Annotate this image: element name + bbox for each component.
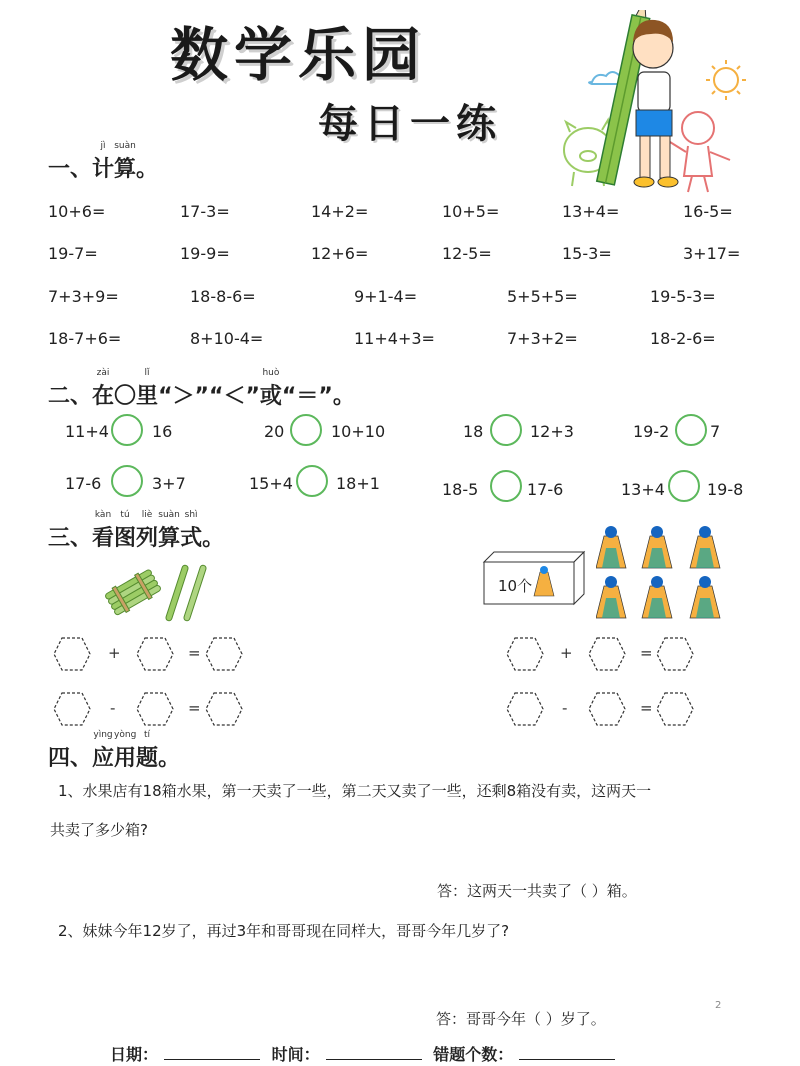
child-doodle-icon — [670, 112, 730, 192]
calc-item: 10+6= — [48, 202, 106, 221]
time-blank[interactable] — [326, 1045, 422, 1060]
compare-left: 19-2 — [633, 422, 670, 441]
shuttlecock-icon — [690, 526, 720, 568]
answer-hexagon[interactable] — [657, 693, 693, 725]
date-label: 日期： — [110, 1045, 159, 1064]
compare-circle[interactable] — [675, 414, 707, 446]
sun-icon — [706, 60, 746, 100]
calc-item: 12-5= — [442, 244, 492, 263]
answer-hexagon[interactable] — [54, 693, 90, 725]
calc-item: 19-5-3= — [650, 287, 716, 306]
answer-hexagon[interactable] — [507, 638, 543, 670]
compare-circle[interactable] — [490, 414, 522, 446]
plus-sign: + — [560, 644, 573, 662]
compare-right: 19-8 — [707, 480, 744, 499]
calc-item: 5+5+5= — [507, 287, 578, 306]
question-1-line-1: 1、水果店有18箱水果，第一天卖了一些，第二天又卖了一些，还剩8箱没有卖，这两天一 — [58, 782, 652, 800]
question-2: 2、妹妹今年12岁了，再过3年和哥哥现在同样大，哥哥今年几岁了? — [58, 922, 510, 940]
answer-hexagon[interactable] — [589, 638, 625, 670]
compare-left: 18 — [463, 422, 484, 441]
section-number: 一、 — [48, 157, 93, 182]
compare-right: 12+3 — [530, 422, 574, 441]
calc-item: 18-8-6= — [190, 287, 256, 306]
calc-item: 18-7+6= — [48, 329, 122, 348]
plus-sign: + — [108, 644, 121, 662]
compare-left: 18-5 — [442, 480, 479, 499]
pinyin-char: jì 计 — [92, 141, 115, 182]
calc-item: 15-3= — [562, 244, 612, 263]
shuttlecock-icon — [690, 576, 720, 618]
answer-hexagon[interactable] — [137, 693, 173, 725]
wrong-count-label: 错题个数： — [433, 1045, 514, 1064]
answer-hexagon[interactable] — [657, 638, 693, 670]
shuttlecock-icon — [642, 576, 672, 618]
calc-item: 17-3= — [180, 202, 230, 221]
compare-circle[interactable] — [668, 470, 700, 502]
compare-left: 17-6 — [65, 474, 102, 493]
calc-item: 7+3+2= — [507, 329, 578, 348]
page-number: 2 — [715, 1000, 722, 1011]
answer-2: 答：哥哥今年（ ）岁了。 — [436, 1010, 606, 1028]
equals-sign: = — [188, 699, 201, 717]
answer-hexagon[interactable] — [589, 693, 625, 725]
section-heading-word-problems: 四、 yìng 应 yòng 用 tí 题。 — [48, 730, 181, 771]
calc-item: 18-2-6= — [650, 329, 716, 348]
compare-left: 11+4 — [65, 422, 109, 441]
bamboo-bundle-icon — [104, 567, 163, 617]
equals-sign: = — [188, 644, 201, 662]
calc-item: 3+17= — [683, 244, 741, 263]
box-label: 10个 — [498, 577, 533, 595]
page-title: 数学乐园 — [170, 21, 427, 89]
compare-left: 20 — [264, 422, 285, 441]
compare-right: 17-6 — [527, 480, 564, 499]
shuttlecock-icon — [596, 576, 626, 618]
compare-circle[interactable] — [296, 465, 328, 497]
boy-with-pencil-illustration — [548, 10, 748, 200]
pinyin-char: suàn 算 — [114, 141, 137, 182]
calc-item: 19-7= — [48, 244, 98, 263]
boy-icon — [633, 20, 678, 187]
compare-right: 18+1 — [336, 474, 380, 493]
compare-circle[interactable] — [111, 465, 143, 497]
calc-item: 14+2= — [311, 202, 369, 221]
wrong-count-blank[interactable] — [519, 1045, 615, 1060]
calc-item: 12+6= — [311, 244, 369, 263]
footer-bar — [110, 1042, 621, 1065]
shuttlecock-box-illustration — [480, 548, 588, 606]
compare-right: 16 — [152, 422, 173, 441]
compare-circle[interactable] — [490, 470, 522, 502]
date-blank[interactable] — [164, 1045, 260, 1060]
calc-item: 10+5= — [442, 202, 500, 221]
answer-hexagon[interactable] — [54, 638, 90, 670]
question-1-line-2: 共卖了多少箱? — [50, 821, 148, 839]
section-heading-picture-equations: 三、 kàn 看 tú 图 liè 列 suàn 算 shì 式。 — [48, 510, 225, 551]
compare-right: 10+10 — [331, 422, 386, 441]
equals-sign: = — [640, 699, 653, 717]
answer-hexagon[interactable] — [206, 693, 242, 725]
shuttlecock-icon — [596, 526, 626, 568]
bamboo-sticks-illustration — [104, 562, 224, 624]
answer-hexagon[interactable] — [206, 638, 242, 670]
calc-item: 11+4+3= — [354, 329, 435, 348]
page-subtitle: 每日一练 — [318, 100, 502, 147]
section-heading-compare: 二、 zài 在〇 lǐ 里“＞”“＜” huò 或“＝”。 — [48, 368, 355, 409]
bamboo-stick-icon — [165, 564, 207, 621]
shuttlecocks-group-illustration — [596, 526, 732, 626]
section-heading-calculation: 一、 jì 计 suàn 算。 — [48, 141, 159, 182]
compare-circle[interactable] — [111, 414, 143, 446]
answer-hexagon[interactable] — [137, 638, 173, 670]
compare-left: 13+4 — [621, 480, 665, 499]
compare-circle[interactable] — [290, 414, 322, 446]
calc-item: 19-9= — [180, 244, 230, 263]
calc-item: 7+3+9= — [48, 287, 119, 306]
calc-item: 16-5= — [683, 202, 733, 221]
calc-item: 13+4= — [562, 202, 620, 221]
compare-right: 7 — [710, 422, 721, 441]
compare-right: 3+7 — [152, 474, 186, 493]
minus-sign: - — [110, 699, 116, 717]
time-label: 时间： — [271, 1045, 320, 1064]
shuttlecock-icon — [642, 526, 672, 568]
equals-sign: = — [640, 644, 653, 662]
compare-left: 15+4 — [249, 474, 293, 493]
calc-item: 8+10-4= — [190, 329, 264, 348]
calc-item: 9+1-4= — [354, 287, 418, 306]
minus-sign: - — [562, 699, 568, 717]
answer-hexagon[interactable] — [507, 693, 543, 725]
answer-1: 答：这两天一共卖了（ ）箱。 — [437, 882, 637, 900]
